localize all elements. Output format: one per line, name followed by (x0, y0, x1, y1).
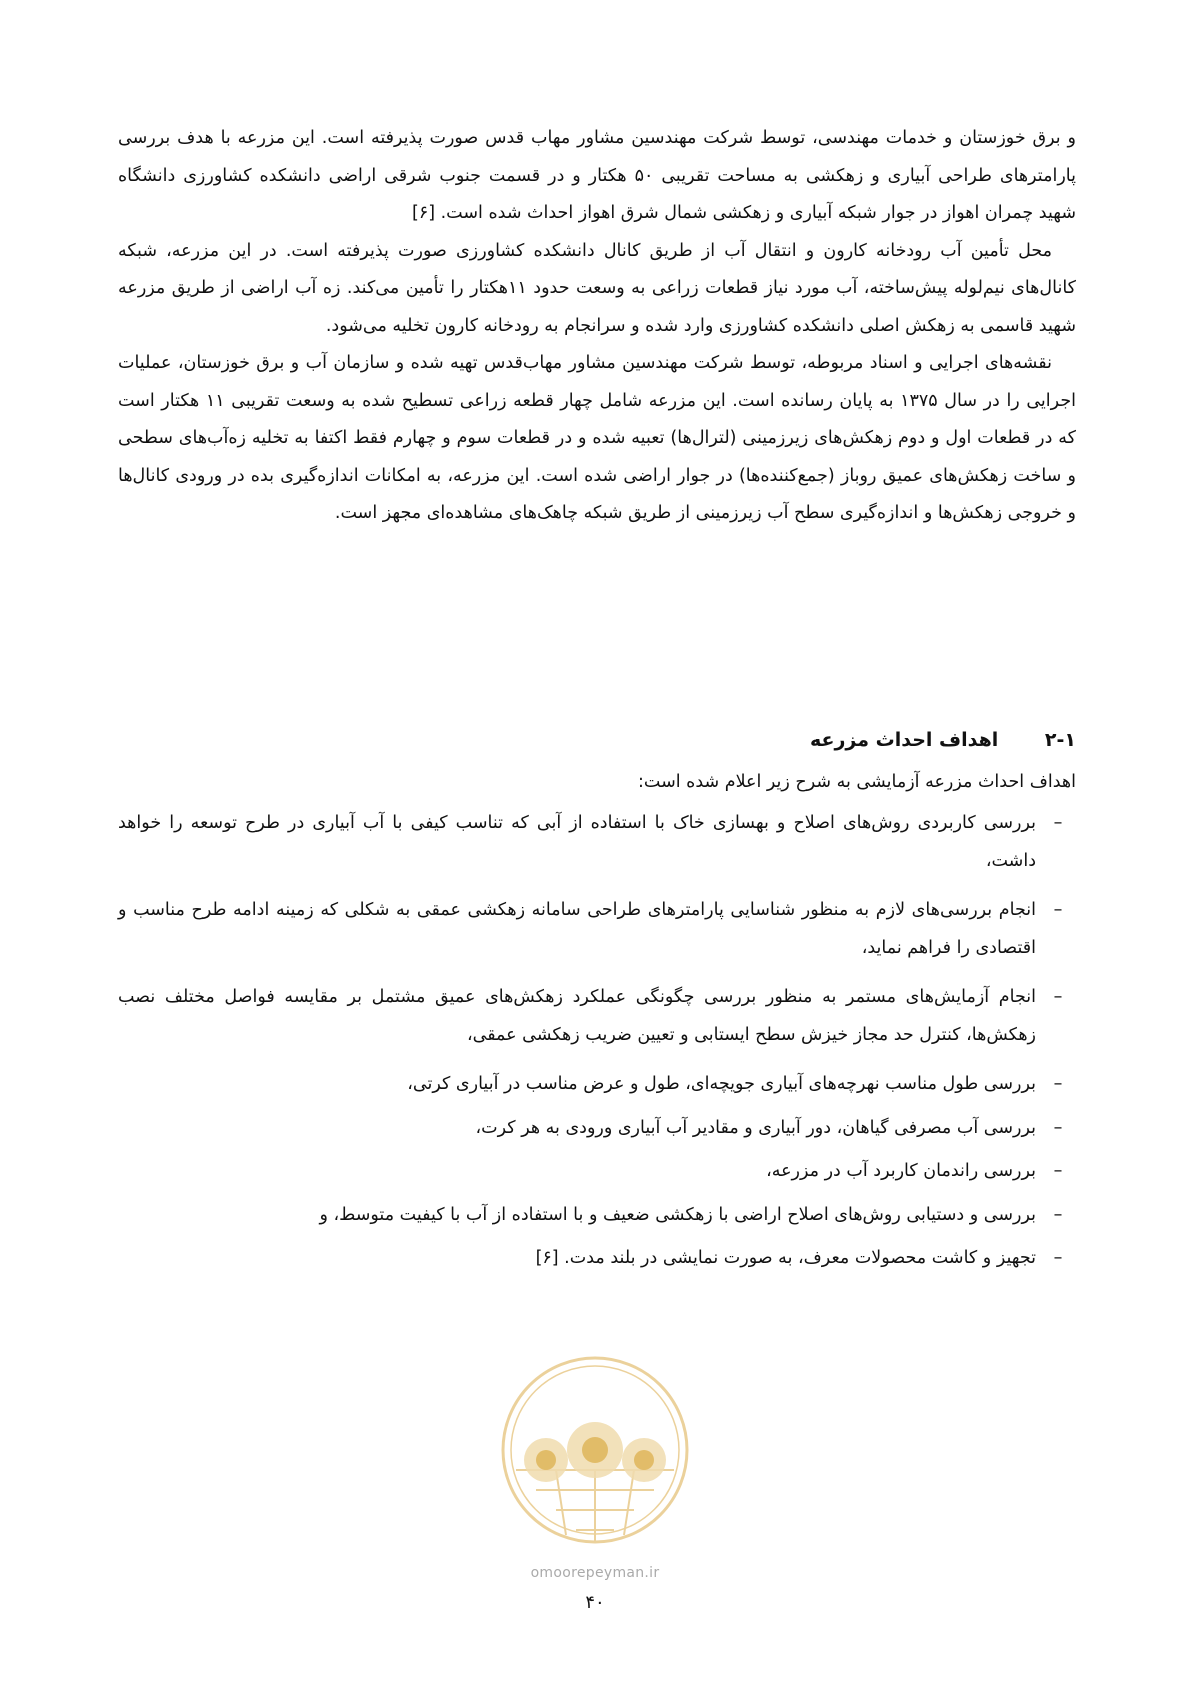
objectives-list (118, 805, 1076, 1290)
page-number: ۴۰ (585, 1592, 605, 1613)
dash-bullet: – (1053, 987, 1063, 1007)
watermark-logo-icon (496, 1350, 694, 1565)
list-item: – بررسی و دستیابی روش‌های اصلاح اراضی با زهکشی ضعیف و با استفاده از آب با کیفیت متوسط، و (118, 1197, 1076, 1235)
list-item: – بررسی کاربردی روش‌های اصلاح و بهسازی خاک با استفاده از آبی که تناسب کیفی با آب آبیاری در طرح توسعه را خواهد داشت، (118, 805, 1076, 880)
section-number: ۲-۱ (1044, 729, 1076, 751)
paragraph-3: نقشه‌های اجرایی و اسناد مربوطه، توسط شرکت مهندسین مشاور مهاب‌قدس تهیه شده و سازمان آب و برق خوزستان، عملیات اجرایی را در سال ۱۳۷۵ به پایان رسانده است. این مزرعه شامل چهار قطعه زراعی تسطیح شده به وسعت تقریبی ۱۱ هکتار است که در قطعات اول و دوم زهکش‌های زیرزمینی (لترال‌ها) تعبیه شده و در قطعات سوم و چهارم فقط اکتفا به تخلیه زه‌آب‌های سطحی و ساخت زهکش‌های عمیق روباز (جمع‌کننده‌ها) در جوار اراضی شده است. این مزرعه، به امکانات اندازه‌گیری بده در ورودی کانال‌ها و خروجی زهکش‌ها و اندازه‌گیری سطح آب زیرزمینی از طریق شبکه چاهک‌های مشاهده‌ای مجهز است. (118, 353, 1077, 523)
dash-bullet: – (1053, 1117, 1063, 1138)
dash-bullet: – (1053, 813, 1063, 833)
section-heading (118, 729, 1076, 751)
intro-line: اهداف احداث مزرعه آزمایشی به شرح زیر اعلام شده است: (638, 772, 1076, 792)
list-item: – بررسی راندمان کاربرد آب در مزرعه، (118, 1153, 1076, 1191)
dash-bullet: – (1053, 1204, 1063, 1225)
paragraph-2: محل تأمین آب رودخانه کارون و انتقال آب از طریق کانال دانشکده کشاورزی صورت پذیرفته است. در این مزرعه، شبکه کانال‌های نیم‌لوله پیش‌ساخته، آب مورد نیاز قطعات زراعی به وسعت حدود ۱۱هکتار را تأمین می‌کند. زه آب اراضی از طریق مزرعه شهید قاسمی به زهکش اصلی دانشکده کشاورزی وارد شده و سرانجام به رودخانه کارون تخلیه می‌شود. (118, 240, 1076, 336)
dash-bullet: – (1053, 900, 1063, 920)
list-item: – تجهیز و کاشت محصولات معرف، به صورت نمایشی در بلند مدت. [۶] (118, 1240, 1076, 1278)
section-title: اهداف احداث مزرعه (809, 729, 999, 751)
list-item: – بررسی آب مصرفی گیاهان، دور آبیاری و مقادیر آب آبیاری ورودی به هر کرت، (118, 1110, 1076, 1148)
list-item: – انجام بررسی‌های لازم به منظور شناسایی پارامترهای طراحی سامانه زهکشی عمقی به شکلی که زمینه ادامه طرح مناسب و اقتصادی را فراهم نماید، (118, 892, 1076, 967)
body-text (118, 120, 1076, 533)
dash-bullet: – (1053, 1074, 1063, 1094)
paragraph-1: و برق خوزستان و خدمات مهندسی، توسط شرکت مهندسین مشاور مهاب قدس صورت پذیرفته است. این مزرعه با هدف بررسی پارامترهای طراحی آبیاری و زهکشی به مساحت تقریبی ۵۰ هکتار و در قسمت جنوب شرقی اراضی دانشکده کشاورزی دانشگاه شهید چمران اهواز در جوار شبکه آبیاری و زهکشی شمال شرق اهواز احداث شده است. [۶] (118, 128, 1076, 223)
dash-bullet: – (1053, 1161, 1063, 1181)
list-item: – بررسی طول مناسب نهرچه‌های آبیاری جویچه‌ای، طول و عرض مناسب در آبیاری کرتی، (118, 1066, 1076, 1104)
dash-bullet: – (1053, 1248, 1063, 1268)
watermark-site: omoorepeyman.ir (530, 1565, 660, 1581)
list-item: – انجام آزمایش‌های مستمر به منظور بررسی چگونگی عملکرد زهکش‌های عمیق مشتمل بر مقایسه فواصل مختلف نصب زهکش‌ها، کنترل حد مجاز خیزش سطح ایستابی و تعیین ضریب زهکشی عمقی، (118, 979, 1076, 1054)
